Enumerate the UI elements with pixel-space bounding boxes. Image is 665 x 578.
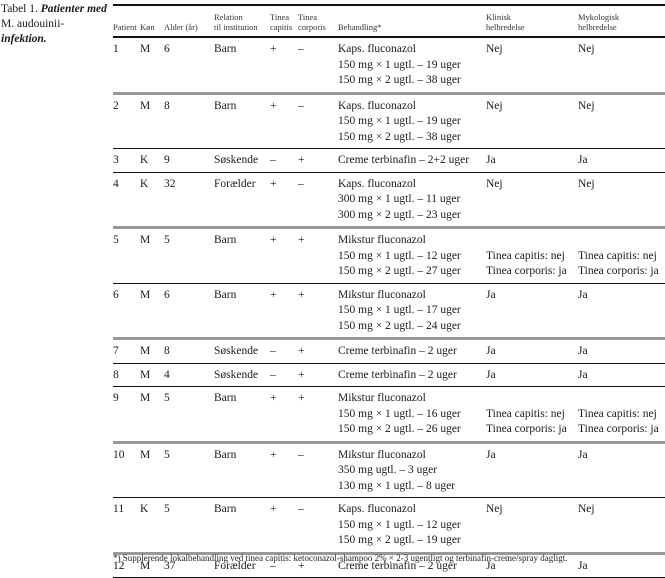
cell-relation: Søskende <box>214 149 270 173</box>
cell-mykologisk-helbredelse-line: Ja <box>578 154 588 166</box>
cell-alder: 5 <box>164 498 214 554</box>
cell-alder: 4 <box>164 363 214 387</box>
cell-klinisk-helbredelse <box>486 498 578 554</box>
cell-kon: M <box>140 339 164 364</box>
cell-behandling-line: 350 mg ugtl. – 3 uger <box>338 464 438 476</box>
cell-behandling-line: Creme terbinafin – 2+2 uger <box>338 154 470 166</box>
cell-mykologisk-helbredelse-line: Nej <box>578 503 595 515</box>
cell-behandling <box>338 93 486 149</box>
cell-alder: 37 <box>164 553 214 578</box>
cell-klinisk-helbredelse <box>486 172 578 228</box>
cell-patient: 5 <box>113 228 140 284</box>
table-row <box>113 339 665 364</box>
cell-behandling <box>338 339 486 364</box>
table-row <box>113 37 665 93</box>
cell-klinisk-helbredelse <box>486 93 578 149</box>
cell-kon: K <box>140 498 164 554</box>
cell-behandling-line: 130 mg × 1 ugtl. – 8 uger <box>338 479 456 492</box>
cell-alder: 6 <box>164 37 214 93</box>
header-mykologisk-line-1: Mykologisk <box>578 12 620 22</box>
cell-mykologisk-helbredelse-line: Ja <box>578 288 588 301</box>
cell-klinisk-helbredelse-line: Nej <box>486 177 503 190</box>
table-row <box>113 93 665 149</box>
patient-table <box>113 4 665 578</box>
cell-behandling-line: Kaps. fluconazol <box>338 503 416 515</box>
cell-tinea-capitis: – <box>270 339 298 364</box>
cell-tinea-corporis: – <box>298 37 338 93</box>
header-relation-line-2: til institution <box>214 22 258 32</box>
cell-klinisk-helbredelse-line: Tinea corporis: ja <box>486 423 567 435</box>
cell-klinisk-helbredelse <box>486 37 578 93</box>
cell-behandling <box>338 442 486 498</box>
cell-tinea-capitis: + <box>270 172 298 228</box>
cell-behandling-line: 300 mg × 1 ugtl. – 11 uger <box>338 193 461 205</box>
cell-klinisk-helbredelse-line: Ja <box>486 559 496 572</box>
table-row <box>113 172 665 228</box>
cell-kon: M <box>140 37 164 93</box>
cell-mykologisk-helbredelse <box>578 339 665 364</box>
header-klinisk-line-1: Klinisk <box>486 12 512 22</box>
cell-klinisk-helbredelse-line: Ja <box>486 154 496 166</box>
cell-alder: 8 <box>164 93 214 149</box>
caption-hyphen: - <box>60 18 65 30</box>
cell-behandling-line: 150 mg × 1 ugtl. – 19 uger <box>338 115 461 127</box>
cell-mykologisk-helbredelse <box>578 37 665 93</box>
cell-tinea-capitis: + <box>270 498 298 554</box>
cell-patient: 4 <box>113 172 140 228</box>
header-corporis-line-1: Tinea <box>298 12 318 22</box>
header-tinea-corporis <box>298 5 338 37</box>
caption-italic-3: infektion. <box>1 33 47 45</box>
cell-tinea-capitis: – <box>270 363 298 387</box>
header-klinisk <box>486 5 578 37</box>
cell-patient: 3 <box>113 149 140 173</box>
table-caption <box>1 2 109 47</box>
cell-klinisk-helbredelse <box>486 283 578 339</box>
header-corporis-line-2: corporis <box>298 22 326 32</box>
header-capitis-line-2: capitis <box>270 22 293 32</box>
caption-italic-1: Patienter <box>40 3 85 15</box>
cell-mykologisk-helbredelse-line <box>578 391 665 407</box>
cell-relation: Barn <box>214 283 270 339</box>
cell-behandling <box>338 172 486 228</box>
cell-behandling-line: 150 mg × 2 ugtl. – 27 uger <box>338 265 461 277</box>
cell-behandling-line: 150 mg × 2 ugtl. – 26 uger <box>338 423 461 435</box>
cell-klinisk-helbredelse <box>486 149 578 173</box>
cell-behandling-line: 150 mg × 2 ugtl. – 19 uger <box>338 534 461 546</box>
cell-klinisk-helbredelse-line: Ja <box>486 368 496 381</box>
cell-mykologisk-helbredelse-line: Ja <box>578 368 588 381</box>
table-row <box>113 149 665 173</box>
cell-tinea-corporis: + <box>298 283 338 339</box>
caption-label: Tabel 1. <box>1 3 38 15</box>
cell-kon: K <box>140 172 164 228</box>
cell-klinisk-helbredelse-line: Tinea corporis: ja <box>486 265 567 277</box>
cell-mykologisk-helbredelse <box>578 93 665 149</box>
cell-mykologisk-helbredelse <box>578 149 665 173</box>
cell-mykologisk-helbredelse-line: Tinea capitis: nej <box>578 249 657 262</box>
cell-alder: 5 <box>164 228 214 284</box>
cell-relation: Søskende <box>214 363 270 387</box>
cell-mykologisk-helbredelse <box>578 387 665 443</box>
cell-klinisk-helbredelse-line: Nej <box>486 503 503 515</box>
header-mykologisk-line-2: helbredelse <box>578 22 617 32</box>
cell-tinea-capitis: + <box>270 93 298 149</box>
cell-behandling-line: 300 mg × 2 ugtl. – 23 uger <box>338 208 461 221</box>
header-relation-line-1: Relation <box>214 12 243 22</box>
cell-mykologisk-helbredelse <box>578 363 665 387</box>
cell-kon: M <box>140 228 164 284</box>
cell-mykologisk-helbredelse <box>578 172 665 228</box>
cell-behandling-line: Kaps. fluconazol <box>338 177 416 190</box>
cell-behandling-line: Creme terbinafin – 2 uger <box>338 345 457 357</box>
cell-patient: 7 <box>113 339 140 364</box>
cell-tinea-corporis: + <box>298 363 338 387</box>
cell-mykologisk-helbredelse <box>578 283 665 339</box>
cell-behandling <box>338 387 486 443</box>
cell-mykologisk-helbredelse-line: Tinea corporis: ja <box>578 265 659 277</box>
header-klinisk-line-2: helbredelse <box>486 22 525 32</box>
cell-relation: Barn <box>214 387 270 443</box>
cell-tinea-capitis: + <box>270 387 298 443</box>
cell-tinea-capitis: – <box>270 553 298 578</box>
cell-klinisk-helbredelse-line: Nej <box>486 43 503 55</box>
table-row <box>113 363 665 387</box>
cell-behandling <box>338 149 486 173</box>
table-header-row <box>113 5 665 37</box>
cell-behandling-line: Mikstur fluconazol <box>338 448 426 461</box>
cell-tinea-capitis: + <box>270 228 298 284</box>
cell-tinea-capitis: + <box>270 283 298 339</box>
cell-tinea-corporis: – <box>298 93 338 149</box>
header-relation <box>214 5 270 37</box>
caption-italic-2: med <box>87 3 107 15</box>
cell-behandling <box>338 228 486 284</box>
cell-relation: Barn <box>214 228 270 284</box>
cell-behandling <box>338 498 486 554</box>
cell-mykologisk-helbredelse-line: Nej <box>578 177 595 190</box>
cell-tinea-corporis: + <box>298 339 338 364</box>
cell-mykologisk-helbredelse-line: Ja <box>578 448 588 461</box>
cell-alder: 32 <box>164 172 214 228</box>
cell-kon: M <box>140 93 164 149</box>
cell-klinisk-helbredelse-line: Tinea capitis: nej <box>486 407 565 420</box>
cell-relation: Barn <box>214 442 270 498</box>
table-footnote: *) Supplerende lokalbehandling ved tinea capitis: ketoconazol-shampoo 2% × 2-3 ugentligt og terbinafin-creme/spray dagligt. <box>113 553 568 563</box>
cell-relation: Barn <box>214 37 270 93</box>
cell-mykologisk-helbredelse-line: Ja <box>578 559 588 572</box>
cell-klinisk-helbredelse-line: Ja <box>486 448 496 461</box>
cell-tinea-corporis: + <box>298 553 338 578</box>
cell-behandling-line: 150 mg × 2 ugtl. – 38 uger <box>338 74 461 86</box>
cell-mykologisk-helbredelse <box>578 228 665 284</box>
cell-alder: 5 <box>164 387 214 443</box>
table-row <box>113 283 665 339</box>
cell-patient: 12 <box>113 553 140 578</box>
cell-patient: 11 <box>113 498 140 554</box>
cell-behandling-line: 150 mg × 1 ugtl. – 12 uger <box>338 249 461 262</box>
cell-patient: 2 <box>113 93 140 149</box>
cell-behandling-line: 150 mg × 1 ugtl. – 16 uger <box>338 407 461 420</box>
cell-patient: 8 <box>113 363 140 387</box>
cell-mykologisk-helbredelse <box>578 553 665 578</box>
cell-tinea-corporis: – <box>298 442 338 498</box>
header-mykologisk <box>578 5 665 37</box>
cell-tinea-corporis: + <box>298 149 338 173</box>
cell-relation: Forælder <box>214 172 270 228</box>
cell-behandling-line: Mikstur fluconazol <box>338 392 426 404</box>
cell-mykologisk-helbredelse <box>578 498 665 554</box>
cell-behandling-line: Creme terbinafin – 2 uger <box>338 559 457 572</box>
cell-alder: 6 <box>164 283 214 339</box>
cell-klinisk-helbredelse-line: Nej <box>486 99 503 112</box>
cell-behandling-line: Mikstur fluconazol <box>338 234 426 246</box>
table-row <box>113 442 665 498</box>
header-behandling: Behandling* <box>338 5 486 37</box>
header-patient: Patient <box>113 5 140 37</box>
cell-mykologisk-helbredelse-line <box>578 233 665 249</box>
cell-patient: 9 <box>113 387 140 443</box>
header-kon: Køn <box>140 5 164 37</box>
cell-klinisk-helbredelse <box>486 387 578 443</box>
cell-tinea-corporis: + <box>298 387 338 443</box>
cell-alder: 8 <box>164 339 214 364</box>
cell-behandling <box>338 363 486 387</box>
cell-tinea-capitis: + <box>270 442 298 498</box>
cell-alder: 9 <box>164 149 214 173</box>
cell-patient: 6 <box>113 283 140 339</box>
cell-tinea-corporis: – <box>298 498 338 554</box>
cell-tinea-capitis: + <box>270 37 298 93</box>
cell-mykologisk-helbredelse-line: Nej <box>578 43 595 55</box>
cell-mykologisk-helbredelse-line: Nej <box>578 99 595 112</box>
cell-behandling <box>338 283 486 339</box>
cell-klinisk-helbredelse-line <box>486 233 578 249</box>
patient-table-container <box>113 4 665 578</box>
cell-tinea-capitis: – <box>270 149 298 173</box>
cell-klinisk-helbredelse <box>486 228 578 284</box>
cell-kon: M <box>140 553 164 578</box>
cell-behandling-line: 150 mg × 1 ugtl. – 12 uger <box>338 518 461 531</box>
cell-patient: 1 <box>113 37 140 93</box>
cell-relation: Forælder <box>214 553 270 578</box>
cell-behandling-line: 150 mg × 2 ugtl. – 24 uger <box>338 319 461 332</box>
cell-klinisk-helbredelse-line <box>486 391 578 407</box>
cell-behandling-line: 150 mg × 1 ugtl. – 17 uger <box>338 304 461 316</box>
table-body <box>113 37 665 578</box>
cell-mykologisk-helbredelse-line: Ja <box>578 345 588 357</box>
cell-behandling-line: 150 mg × 1 ugtl. – 19 uger <box>338 58 461 71</box>
cell-behandling-line: Kaps. fluconazol <box>338 43 416 55</box>
cell-behandling-line: Creme terbinafin – 2 uger <box>338 368 457 381</box>
caption-organism: M. audouinii <box>1 18 61 30</box>
cell-kon: M <box>140 363 164 387</box>
cell-mykologisk-helbredelse <box>578 442 665 498</box>
cell-klinisk-helbredelse <box>486 442 578 498</box>
cell-alder: 5 <box>164 442 214 498</box>
cell-relation: Søskende <box>214 339 270 364</box>
table-row <box>113 228 665 284</box>
cell-mykologisk-helbredelse-line: Tinea capitis: nej <box>578 407 657 420</box>
cell-kon: M <box>140 283 164 339</box>
cell-relation: Barn <box>214 498 270 554</box>
header-capitis-line-1: Tinea <box>270 12 290 22</box>
cell-behandling-line: Kaps. fluconazol <box>338 99 416 112</box>
cell-kon: K <box>140 149 164 173</box>
cell-klinisk-helbredelse-line: Tinea capitis: nej <box>486 249 565 262</box>
cell-mykologisk-helbredelse-line: Tinea corporis: ja <box>578 423 659 435</box>
header-tinea-capitis <box>270 5 298 37</box>
table-row <box>113 387 665 443</box>
cell-klinisk-helbredelse-line: Ja <box>486 288 496 301</box>
cell-behandling-line: Mikstur fluconazol <box>338 288 426 301</box>
cell-behandling <box>338 37 486 93</box>
cell-tinea-corporis: – <box>298 172 338 228</box>
cell-klinisk-helbredelse <box>486 339 578 364</box>
cell-kon: M <box>140 442 164 498</box>
cell-relation: Barn <box>214 93 270 149</box>
cell-klinisk-helbredelse <box>486 363 578 387</box>
table-row <box>113 498 665 554</box>
cell-tinea-corporis: + <box>298 228 338 284</box>
cell-kon: M <box>140 387 164 443</box>
cell-patient: 10 <box>113 442 140 498</box>
cell-klinisk-helbredelse-line: Ja <box>486 345 496 357</box>
cell-behandling-line: 150 mg × 2 ugtl. – 38 uger <box>338 130 461 143</box>
header-alder: Alder (år) <box>164 5 214 37</box>
